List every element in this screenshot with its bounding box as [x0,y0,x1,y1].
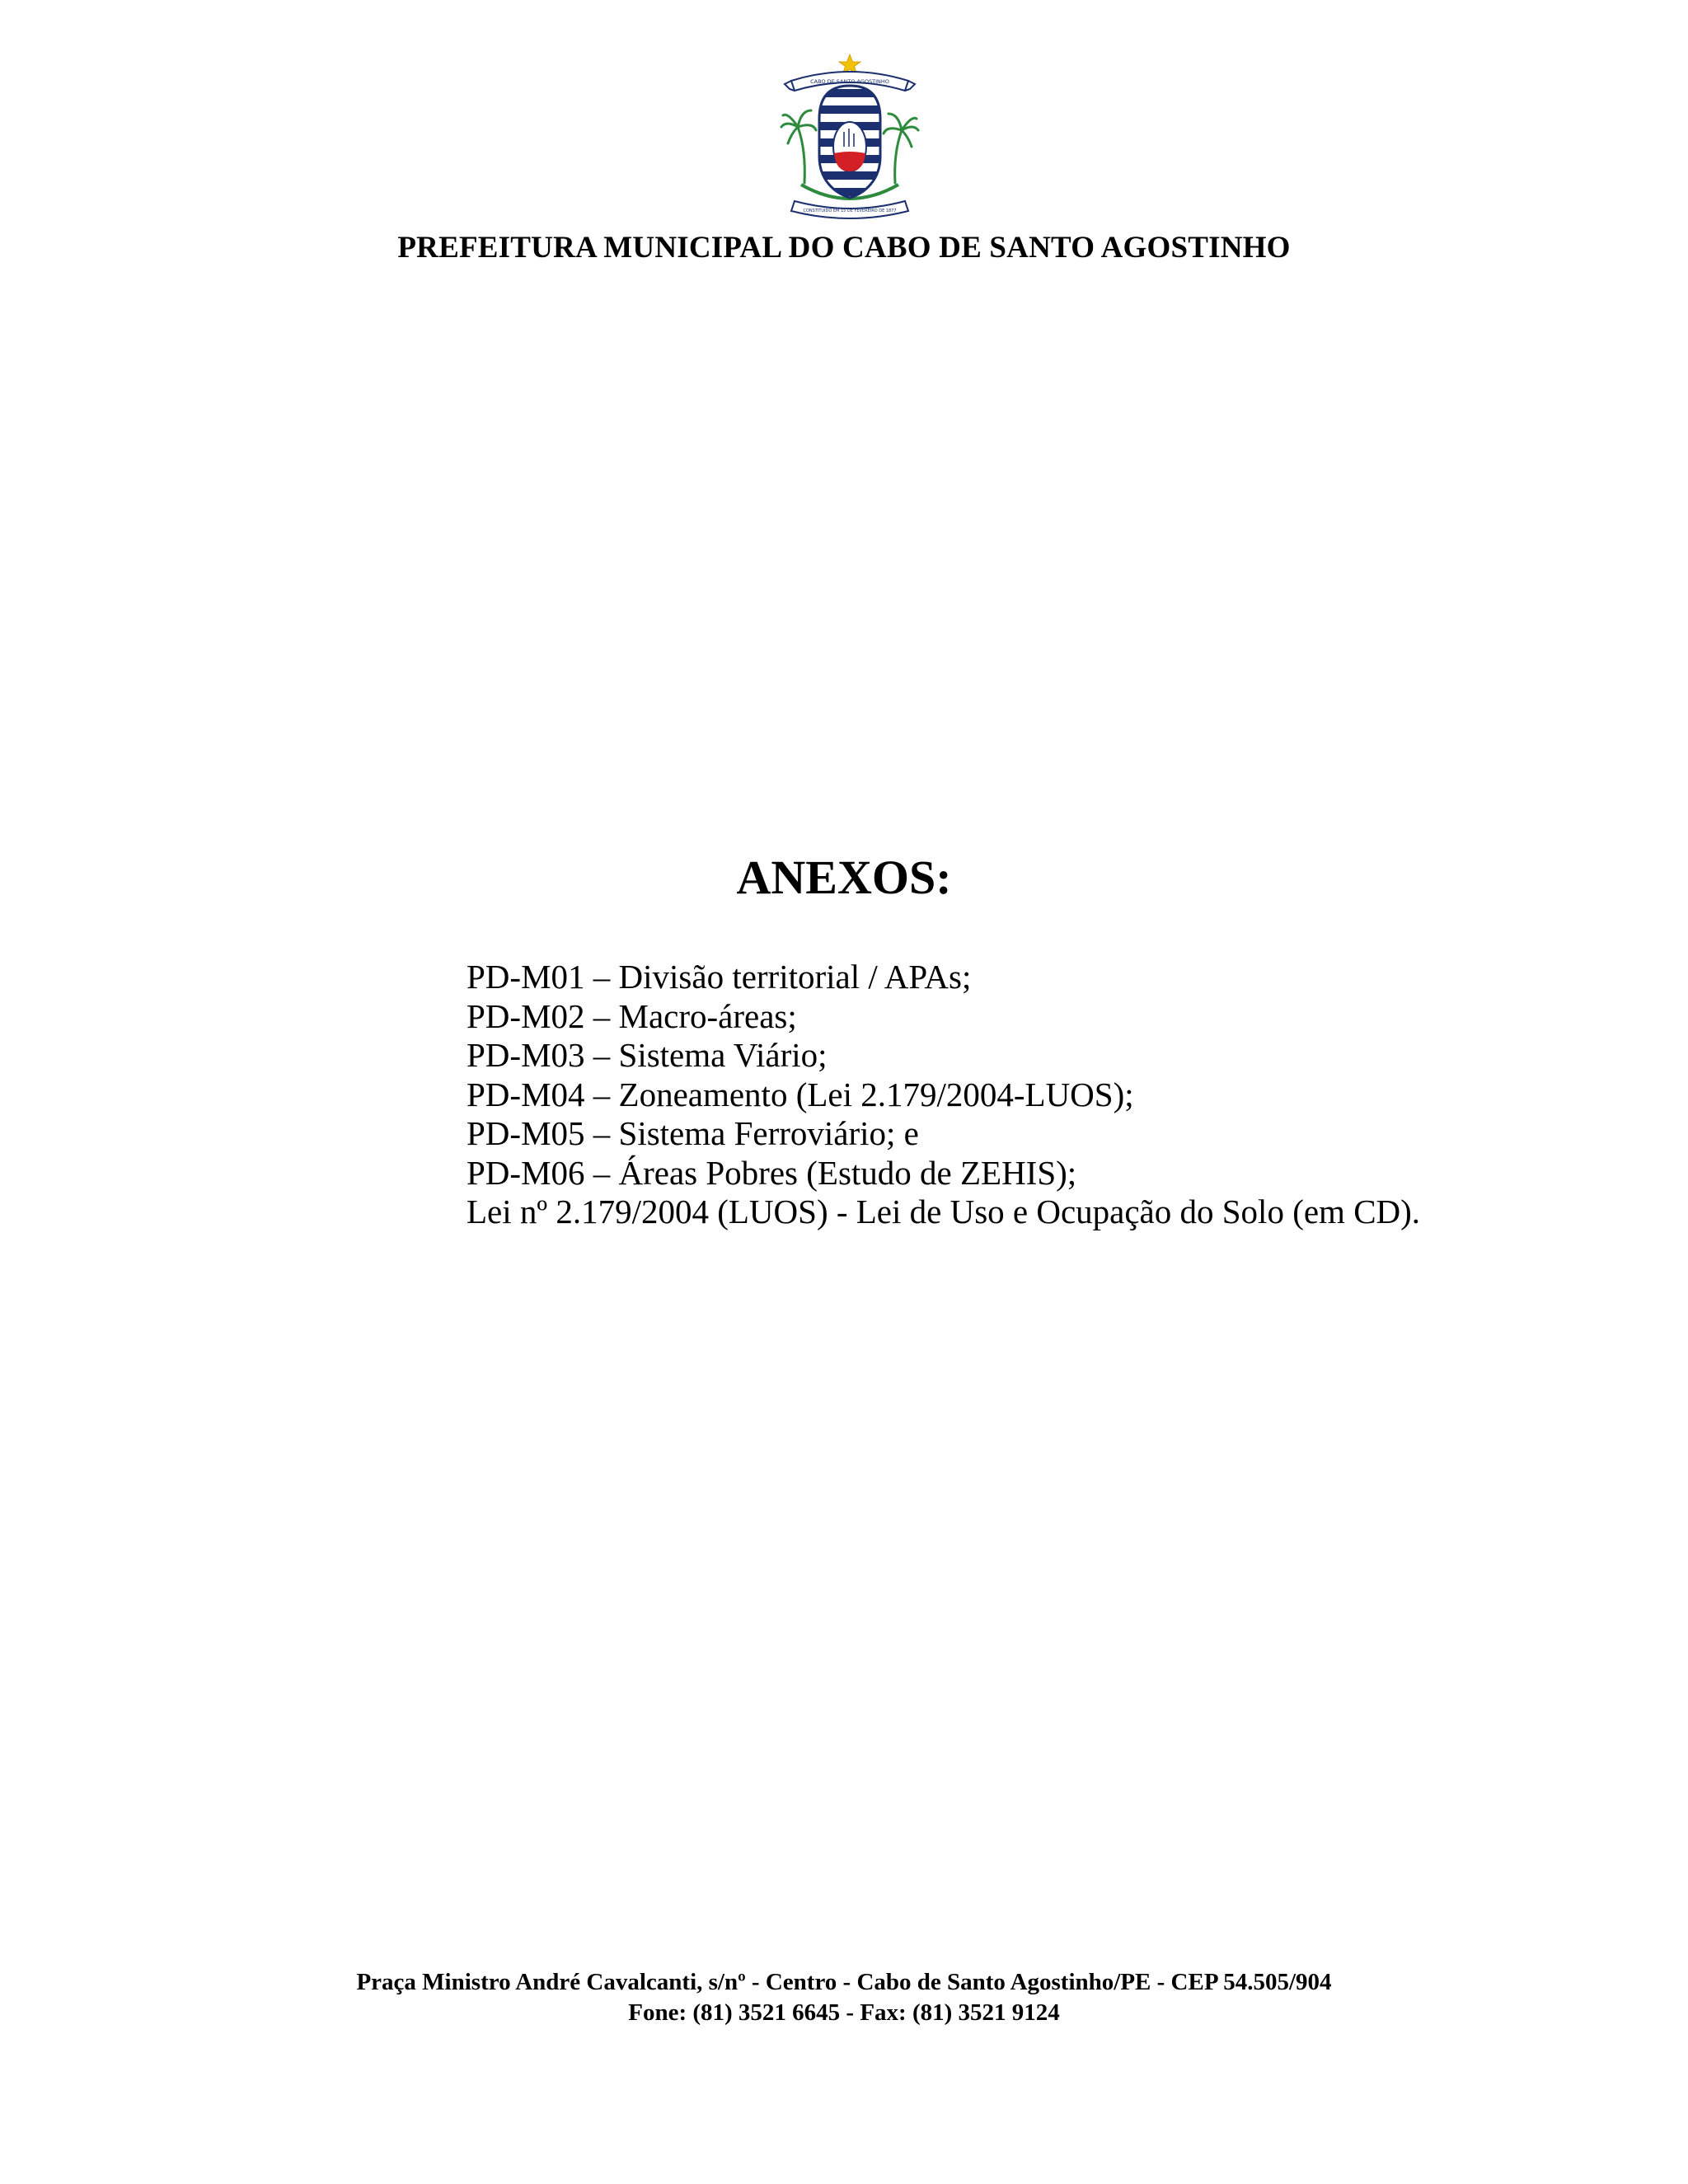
annex-list [467,958,1420,1232]
right-palm-tree [884,114,918,183]
page-footer [0,1967,1688,2028]
footer-contact: Fone: (81) 3521 6645 - Fax: (81) 3521 9124 [628,1999,1060,2026]
municipal-crest-logo [780,51,920,220]
svg-text:CABO DE SANTO AGOSTINHO: CABO DE SANTO AGOSTINHO [810,78,889,85]
annex-item: Lei nº 2.179/2004 (LUOS) - Lei de Uso e Ocupação do Solo (em CD). [467,1193,1421,1230]
annex-item: PD-M03 – Sistema Viário; [467,1036,828,1074]
annexes-heading: ANEXOS: [736,851,952,904]
annex-item: PD-M04 – Zoneamento (Lei 2.179/2004-LUOS); [467,1075,1134,1113]
annex-item: PD-M02 – Macro-áreas; [467,996,797,1035]
left-palm-tree [781,110,816,183]
star-icon [839,54,860,74]
annex-item: PD-M05 – Sistema Ferroviário; e [467,1114,919,1152]
annex-item: PD-M01 – Divisão territorial / APAs; [467,958,972,996]
footer-address: Praça Ministro André Cavalcanti, s/nº - Centro - Cabo de Santo Agostinho/PE - CEP 54.505/904 [356,1969,1332,1995]
page-header-title: PREFEITURA MUNICIPAL DO CABO DE SANTO AGOSTINHO [397,231,1291,265]
annex-item: PD-M06 – Áreas Pobres (Estudo de ZEHIS); [467,1153,1077,1192]
svg-text:CONSTITUIDO EM 15 DE FEVEREIRO: CONSTITUIDO EM 15 DE FEVEREIRO DE 1877 [803,209,897,213]
